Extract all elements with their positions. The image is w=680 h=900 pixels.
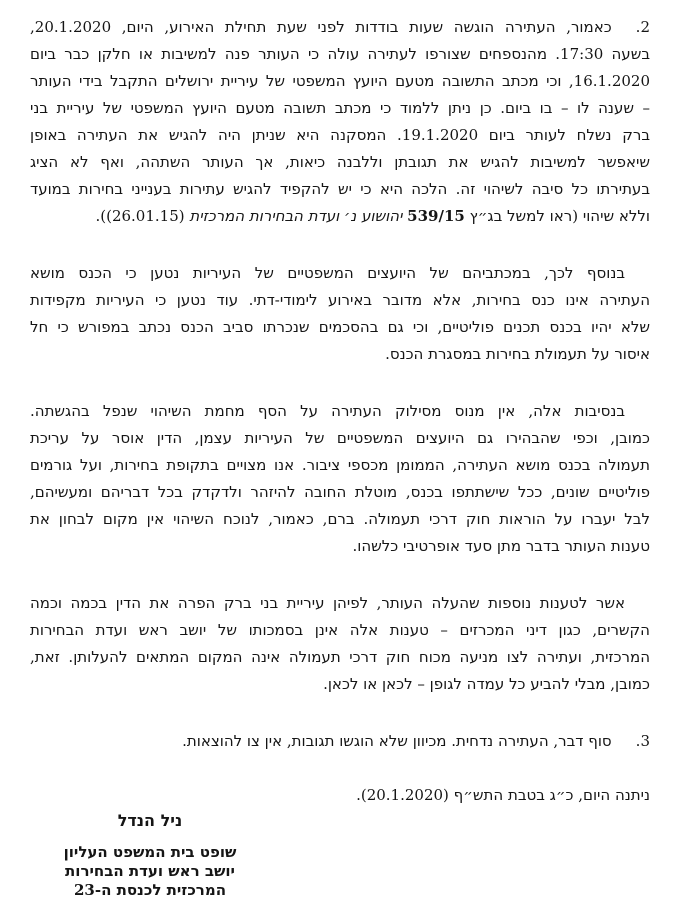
text-line: תעמולה בכנס מושא העתירה, הממומן מכספי ציבור. אנו מצויים בתקופת בחירות, ועל גורמים [30, 456, 650, 474]
citation-prefix: וללא שיהוי (ראו למשל בג״ץ [469, 207, 650, 225]
judge-name: ניל הנדל [117, 811, 183, 830]
text-line: – שענה לו – בו ביום. כן ניתן ללמוד כי מכתב תשובה מטעם היועץ המשפטי של עיריית בני [30, 99, 650, 117]
text-line: כמובן, מבלי להביע כל עמדה לגופן – לכאן או לכאן. [323, 675, 650, 693]
decision-date-line: ניתנה היום, כ״ג בטבת התש״ף (20.1.2020). [356, 786, 650, 804]
text-line-content: סוף דבר, העתירה נדחית. מכיוון שלא הוגשו תגובות, אין צו להוצאות. [182, 732, 612, 750]
judge-titles [40, 843, 260, 900]
text-line: ברק נשלח לעותר ביום 19.1.2020. המסקנה היא שניתן היה להגיש את העתירה באופן [30, 126, 650, 144]
text-line: פוליטיים שונים, ככל שישתתפו בכנס, מוטלת החובה להיזהר ולדקדק בכל דבריהם ומעשיהם, [30, 483, 650, 501]
paragraph-number: 3. [635, 732, 650, 750]
text-line: שיאפשר למשיבות להגיש את תגובתן וללבנה כיאות, אך העותר השתהה, ואף לא הציג [30, 153, 650, 171]
judge-title-line: יושב ראש ועדת הבחירות [65, 862, 235, 880]
paragraph-body-3 [30, 590, 650, 698]
text-line: בנסיבות אלה, אין מנוס מסילוק העתירה על הסף מחמת השיהוי שנפל בהגשתה. [30, 402, 625, 420]
text-line-content: כאמור, העתירה הוגשה שעות בודדות לפני שעת תחילת האירוע, היום, 20.1.2020, [30, 18, 612, 36]
text-line: המרכזית, ועתירה לצו מניעה מכוח חוק דרכי תעמולה אינה המקום המתאים להעלותן. זאת, [30, 648, 650, 666]
paragraph-number: 2. [635, 18, 650, 36]
text-line: הקשרים, כגון דיני המכרזים – טענות אלה אינן בסמכותו של יושב ראש ועדת הבחירות [30, 621, 650, 639]
text-line: לבל יעברו על הוראות חוק דרכי תעמולה. ברם, כאמור, לנוכח השיהוי אין מקום לבחון את [30, 510, 650, 528]
text-line [30, 14, 650, 41]
text-line [30, 728, 650, 755]
case-citation-line [30, 203, 650, 230]
text-line: 16.1.2020, וכי מכתב התשובה מטעם היועץ המשפטי של עיריית ירושלים התקבל בידי העותר [30, 72, 650, 90]
text-line: טענות העותר בדבר מתן סעד אופרטיבי כלשהו. [352, 537, 650, 555]
text-line: איסור על תעמולת בחירות במסגרת הכנס. [385, 345, 650, 363]
text-line: כמובן, וכפי שהבהירו גם היועצים המשפטיים של העיריות עצמן, הדין אוסר על עריכת [30, 429, 650, 447]
paragraph-3 [30, 728, 650, 755]
signature-block [40, 811, 260, 900]
text-line: בנוסף לכך, במכתביהם של היועצים המשפטיים של העיריות נטען כי הכנס מושא [30, 264, 625, 282]
text-line: בשעה 17:30. מהנספחים שצורפו לעתירה עולה כי העותר פנה למשיבות או חלקן כבר ביום [30, 45, 650, 63]
paragraph-body-2 [30, 398, 650, 560]
paragraph-2 [30, 14, 650, 230]
judge-title-line: המרכזית לכנסת ה-23 [73, 881, 226, 899]
citation-case-name: יהושוע נ׳ ועדת הבחירות המרכזית [189, 207, 403, 225]
text-line: העתירה אינו כנס בחירות, אלא מדובר באירוע לימודי-דתי. עוד נטען כי העיריות מקפידות [30, 291, 650, 309]
paragraph-body-1 [30, 260, 650, 368]
text-line: שלא יהיו בכנס תכנים פוליטיים, וכי גם בהסכמים שנכרתו סביב הכנס נכתב במפורש כי חל [30, 318, 650, 336]
text-line: אשר לטענות נוספות שהעלה העותר, לפיהן עיריית בני ברק הפרה את הדין בכמה וכמה [30, 594, 625, 612]
judge-title-line: שופט בית המשפט העליון [63, 843, 237, 861]
citation-case-number: 539/15 [407, 207, 465, 225]
text-line: בעתירתו כל סיבה לשיהוי זה. הלכה היא כי יש להקפיד להגיש עתירות בענייני בחירות במועד [30, 180, 650, 198]
citation-suffix: (26.01.15)). [95, 207, 185, 225]
